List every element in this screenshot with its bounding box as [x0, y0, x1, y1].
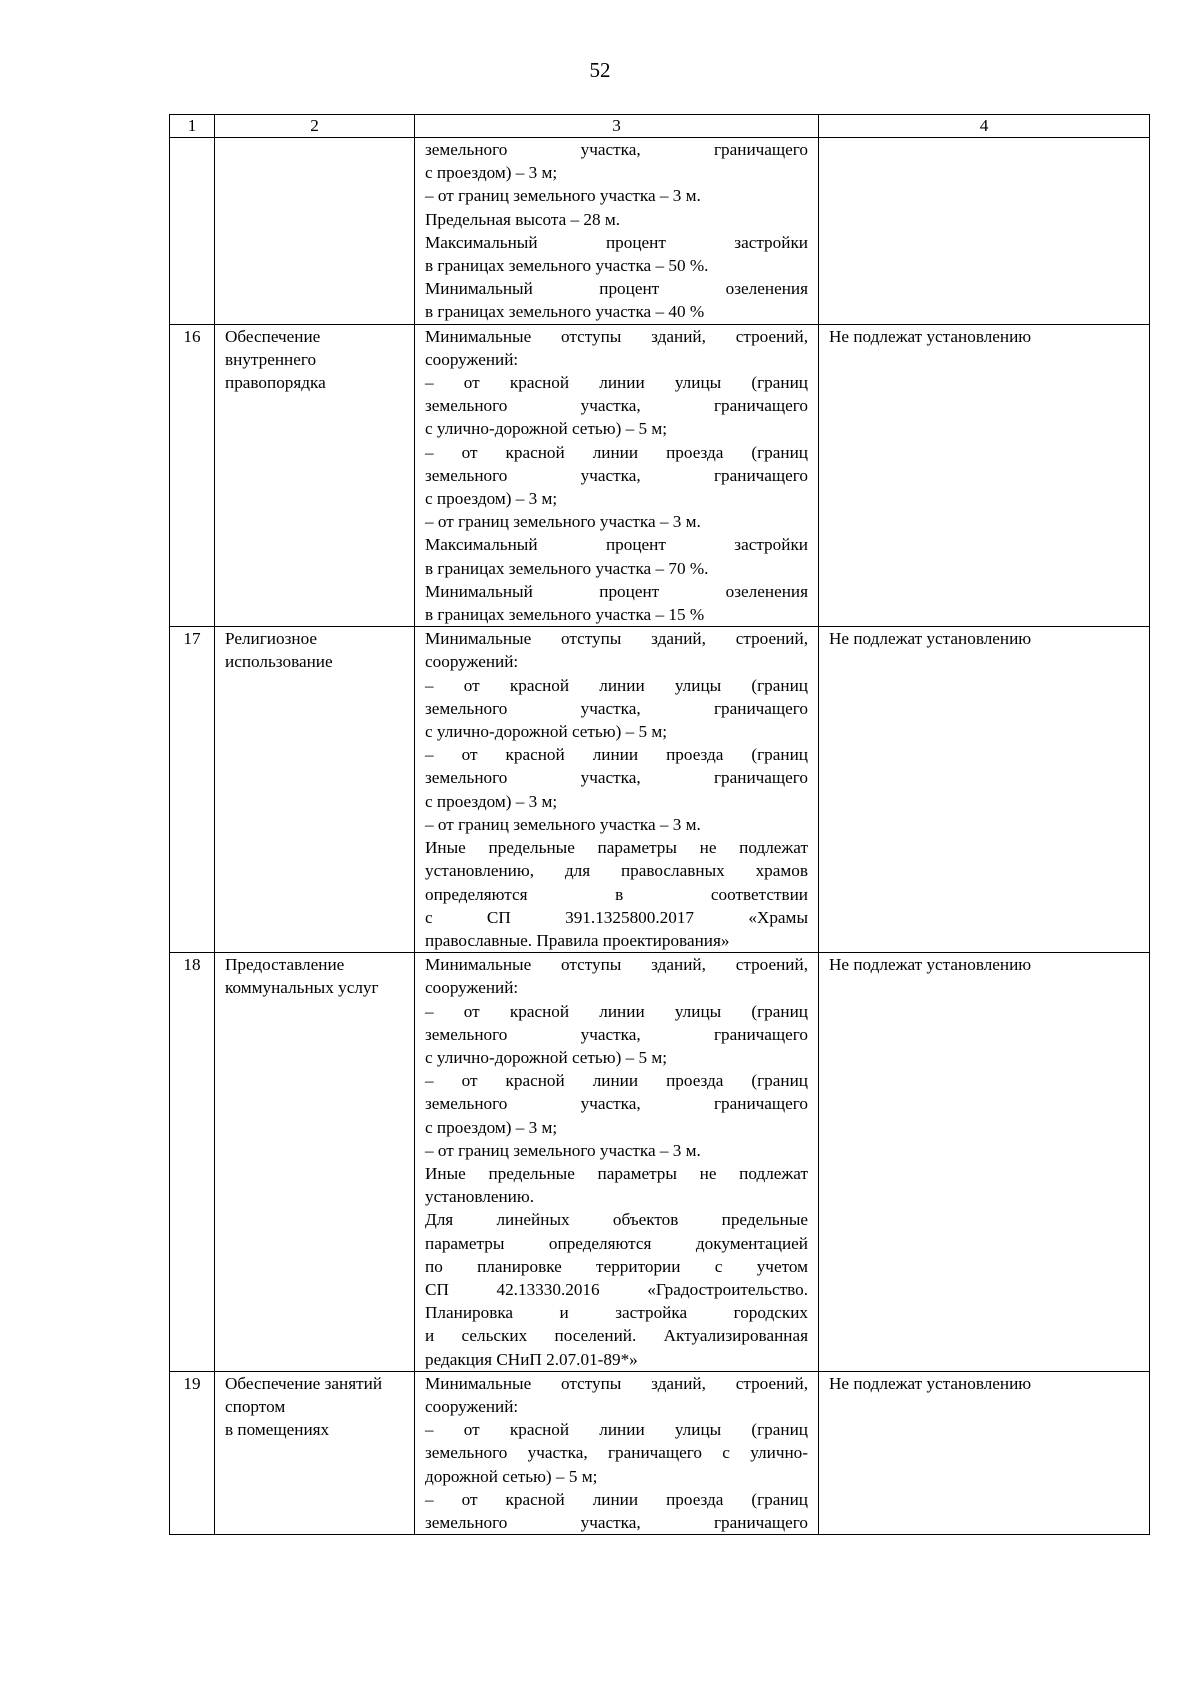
limit-parameters-line: и сельских поселений. Актуализированная [425, 1326, 808, 1346]
limit-parameters-line: – от границ земельного участка – 3 м. [425, 512, 701, 532]
permitted-use-name-line: спортом [225, 1396, 286, 1416]
column-header-2: 2 [215, 115, 415, 138]
permitted-use-name [215, 324, 415, 627]
limit-parameters-line: Планировка и застройка городских [425, 1303, 808, 1323]
limit-parameters-line: с проездом) – 3 м; [425, 163, 558, 183]
limit-parameters-line: – от красной линии проезда (границ [425, 745, 808, 765]
additional-parameters: Не подлежат установлению [819, 324, 1150, 627]
limit-parameters-line: Предельная высота – 28 м. [425, 209, 621, 229]
limit-parameters-line: в границах земельного участка – 50 %. [425, 256, 709, 276]
limit-parameters-line: – от красной линии улицы (границ [425, 1420, 808, 1440]
limit-parameters-line: Иные предельные параметры не подлежат [425, 1163, 808, 1183]
permitted-use-name-line: Обеспечение занятий [225, 1373, 383, 1393]
limit-parameters-line: земельного участка, граничащего [425, 396, 808, 416]
limit-parameters-line: параметры определяются документацией [425, 1233, 808, 1253]
column-header-1: 1 [170, 115, 215, 138]
permitted-use-name-line: в помещениях [225, 1420, 330, 1440]
row-number: 17 [170, 627, 215, 953]
permitted-use-name [215, 1371, 415, 1534]
column-header-3: 3 [415, 115, 819, 138]
table-row [170, 324, 1150, 627]
regulations-table [169, 114, 1150, 1535]
limit-parameters-line: – от красной линии улицы (границ [425, 373, 808, 393]
limit-parameters-line: с СП 391.1325800.2017 «Храмы [425, 907, 808, 927]
limit-parameters-line: земельного участка, граничащего [425, 140, 808, 159]
limit-parameters-line: Минимальные отступы зданий, строений, [425, 955, 808, 975]
header-row [170, 115, 1150, 138]
limit-parameters [415, 324, 819, 627]
permitted-use-name-line: Предоставление [225, 955, 345, 975]
permitted-use-name-line: внутреннего [225, 349, 317, 369]
limit-parameters-line: с проездом) – 3 м; [425, 791, 558, 811]
limit-parameters-line: – от красной линии улицы (границ [425, 675, 808, 695]
limit-parameters-line: земельного участка, граничащего [425, 768, 808, 788]
limit-parameters [415, 1371, 819, 1534]
table-row [170, 1371, 1150, 1534]
limit-parameters-line: с улично-дорожной сетью) – 5 м; [425, 722, 668, 742]
limit-parameters-line: Иные предельные параметры не подлежат [425, 838, 808, 858]
limit-parameters-line: с проездом) – 3 м; [425, 1117, 558, 1137]
limit-parameters-line: – от красной линии улицы (границ [425, 1001, 808, 1021]
limit-parameters-line: определяются в соответствии [425, 884, 808, 904]
row-number: 18 [170, 953, 215, 1372]
permitted-use-name [215, 953, 415, 1372]
table-row [170, 627, 1150, 953]
additional-parameters: Не подлежат установлению [819, 1371, 1150, 1534]
limit-parameters-line: в границах земельного участка – 15 % [425, 605, 705, 625]
permitted-use-name-line: коммунальных услуг [225, 978, 379, 998]
additional-parameters: Не подлежат установлению [819, 953, 1150, 1372]
limit-parameters-line: сооружений: [425, 652, 519, 672]
limit-parameters-line: с улично-дорожной сетью) – 5 м; [425, 1047, 668, 1067]
limit-parameters-line: Минимальный процент озеленения [425, 279, 808, 299]
row-number: 16 [170, 324, 215, 627]
table-row [170, 953, 1150, 1372]
limit-parameters-line: Максимальный процент застройки [425, 535, 808, 555]
limit-parameters-line: с улично-дорожной сетью) – 5 м; [425, 419, 668, 439]
limit-parameters-line: по планировке территории с учетом [425, 1256, 808, 1276]
limit-parameters-line: земельного участка, граничащего [425, 698, 808, 718]
limit-parameters-line: земельного участка, граничащего [425, 1512, 808, 1532]
limit-parameters-line: земельного участка, граничащего [425, 465, 808, 485]
limit-parameters-line: Максимальный процент застройки [425, 232, 808, 252]
row-number [170, 138, 215, 325]
additional-parameters: Не подлежат установлению [819, 627, 1150, 953]
permitted-use-name [215, 138, 415, 325]
limit-parameters-line: православные. Правила проектирования» [425, 930, 730, 950]
limit-parameters-line: в границах земельного участка – 70 %. [425, 558, 709, 578]
limit-parameters-line: Минимальные отступы зданий, строений, [425, 629, 808, 649]
limit-parameters-line: установлению, для православных храмов [425, 861, 808, 881]
limit-parameters-line: с проездом) – 3 м; [425, 489, 558, 509]
limit-parameters-line: – от границ земельного участка – 3 м. [425, 814, 701, 834]
limit-parameters-line: Минимальные отступы зданий, строений, [425, 1373, 808, 1393]
limit-parameters-line: – от красной линии проезда (границ [425, 1489, 808, 1509]
permitted-use-name-line: Религиозное [225, 629, 317, 649]
limit-parameters-line: Минимальные отступы зданий, строений, [425, 326, 808, 346]
limit-parameters-line: Для линейных объектов предельные [425, 1210, 808, 1230]
limit-parameters-line: сооружений: [425, 1396, 519, 1416]
limit-parameters-line: в границах земельного участка – 40 % [425, 302, 705, 322]
limit-parameters-line: редакция СНиП 2.07.01-89*» [425, 1349, 638, 1369]
permitted-use-name-line: использование [225, 652, 333, 672]
limit-parameters-line: сооружений: [425, 978, 519, 998]
limit-parameters-line: сооружений: [425, 349, 519, 369]
page-number: 52 [589, 58, 611, 82]
permitted-use-name-line: правопорядка [225, 373, 326, 393]
limit-parameters-line: СП 42.13330.2016 «Градостроительство. [425, 1279, 808, 1299]
row-number: 19 [170, 1371, 215, 1534]
limit-parameters-line: – от границ земельного участка – 3 м. [425, 186, 701, 206]
column-header-4: 4 [819, 115, 1150, 138]
table-row [170, 138, 1150, 325]
limit-parameters-line: Минимальный процент озеленения [425, 581, 808, 601]
limit-parameters-line: – от красной линии проезда (границ [425, 1071, 808, 1091]
limit-parameters-line: дорожной сетью) – 5 м; [425, 1466, 598, 1486]
limit-parameters [415, 627, 819, 953]
table-body [170, 138, 1150, 1535]
limit-parameters-line: земельного участка, граничащего [425, 1094, 808, 1114]
limit-parameters-line: земельного участка, граничащего [425, 1024, 808, 1044]
permitted-use-name [215, 627, 415, 953]
limit-parameters [415, 953, 819, 1372]
additional-parameters [819, 138, 1150, 325]
limit-parameters-line: установлению. [425, 1187, 534, 1207]
limit-parameters-line: – от красной линии проезда (границ [425, 442, 808, 462]
limit-parameters-line: земельного участка, граничащего с улично- [425, 1443, 808, 1463]
permitted-use-name-line: Обеспечение [225, 326, 321, 346]
limit-parameters [415, 138, 819, 325]
limit-parameters-line: – от границ земельного участка – 3 м. [425, 1140, 701, 1160]
